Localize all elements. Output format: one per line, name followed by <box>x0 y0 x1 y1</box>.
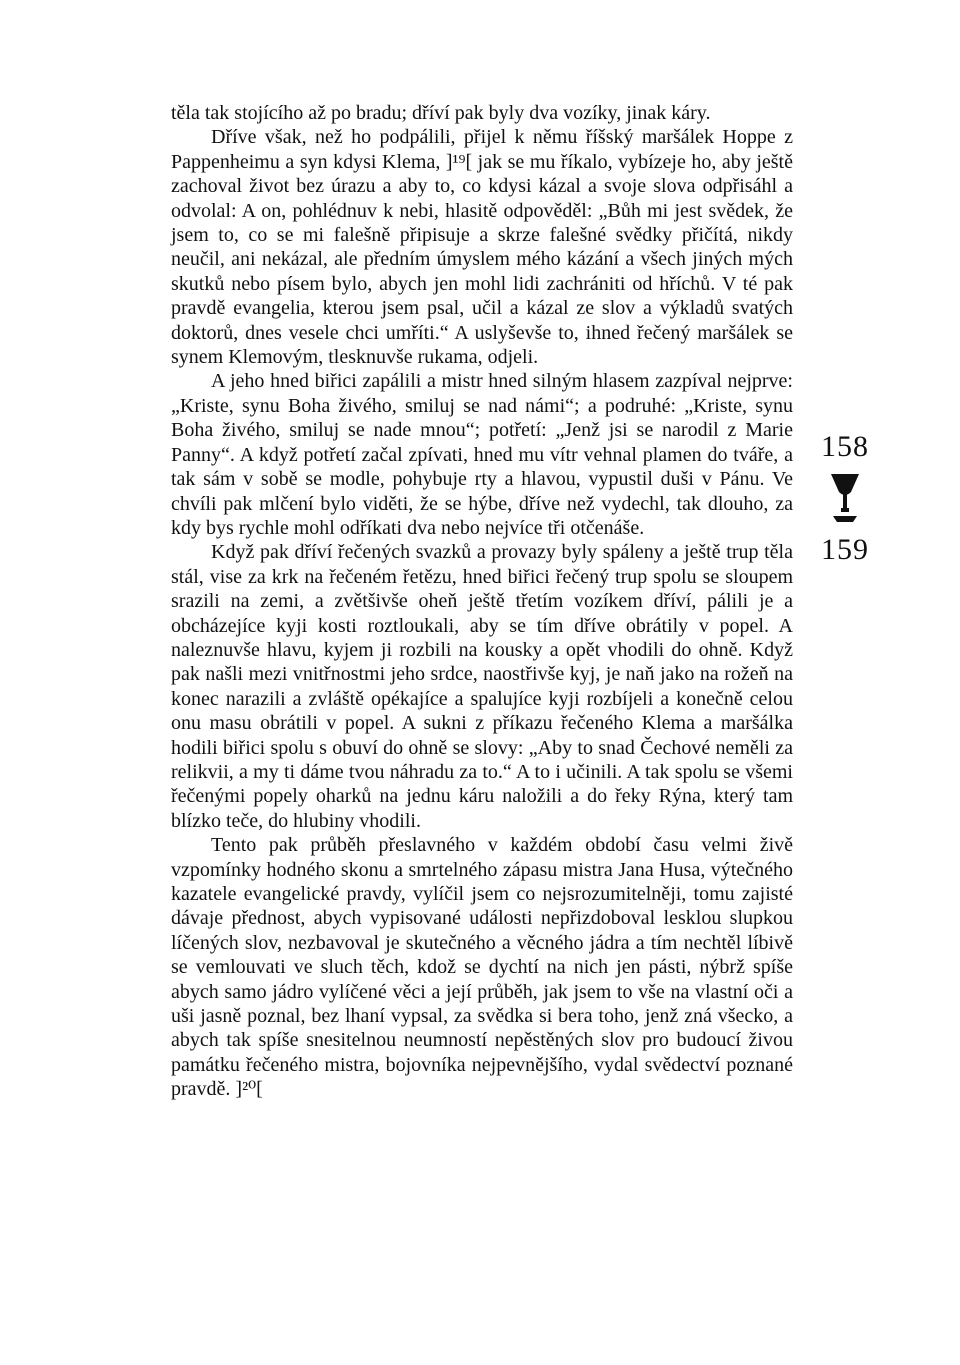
paragraph-3: A jeho hned biřici zapálili a mistr hned silným hlasem zazpíval nejprve: „Kriste, synu Boha živého, smiluj se nad námi“; a podruhé: „Kriste, synu Boha živého, smiluj se nade mnou“; potřetí: „Jenž jsi se narodil z Marie Panny“. A když potřetí začal zpívati, hned mu vítr vehnal plamen do tváře, a tak sám v sobě se modle, pohybuje rty a hlavou, vypustil duši v Pánu. Ve chvíli pak mlčení bylo viděti, že se hýbe, dříve než vydechl, tak dlouho, za kdy bys rychle mohl odříkati dva nebo nejvíce tři otčenáše. <box>171 370 793 539</box>
chalice-icon <box>825 470 865 530</box>
paragraph-2: Dříve však, než ho podpálili, přijel k němu říšský maršálek Hoppe z Pappenheimu a syn kdysi Klema, ]¹⁹[ jak se mu říkalo, vybízeje ho, aby ještě zachoval život bez úrazu a aby to, co kdysi kázal a svoje slova odpřisáhl a odvolal: A on, pohlédnuv k nebi, hlasitě odpověděl: „Bůh mi jest svědek, že jsem to, co se mi falešně připisuje a skrze falešné svědky přičítá, nikdy neučil, ani nekázal, ale předním úmyslem mého kázání a všech jiných mých skutků nebo písem bylo, abych jen mohl lidi zachrániti od hříchů. V té pak pravdě evangelia, kterou jsem psal, učil a kázal ze slov a výkladů svatých doktorů, dnes vesele chci umříti.“ A uslyševše to, ihned řečený maršálek se synem Klemovým, tlesknuvše rukama, odjeli. <box>171 126 793 369</box>
paragraph-5: Tento pak průběh přeslavného v každém období času velmi živě vzpomínky hodného skonu a smrtelného zápasu mistra Jana Husa, výtečného kazatele evangelické pravdy, vylíčil jsem co nejsrozumitelněji, tomu zajisté dávaje přednost, abych vypisované události nepřizdoboval lesklou slupkou líčených slov, nezbavoval je skutečného a věcného jádra a tím nechtěl líbivě se vemlouvati ve sluch těch, kdož se dychtí na nich jen pásti, nýbrž spíše abych samo jádro vylíčené věci a její průběh, jak jsem to vše na vlastní oči a uši jasně poznal, bez lhaní vypsal, za svědka si bera toho, jenž zná všecko, a abych tak spíše snesitelnou neumností nepěstěných slov pro budoucí živou památku řečeného mistra, bojovníka nejpevnějšího, vydal svědectví poznané pravdě. ]²⁰[ <box>171 834 793 1101</box>
page-number-bottom: 159 <box>821 533 869 566</box>
paragraph-1: těla tak stojícího až po bradu; dříví pak byly dva vozíky, jinak káry. <box>171 102 711 124</box>
page-number-top: 158 <box>821 430 869 463</box>
paragraph-4: Když pak dříví řečených svazků a provazy byly spáleny a ještě trup těla stál, vise za krk na řečeném řetězu, hned biřici řečený trup spolu se sloupem srazili na zemi, a zvětšivše oheň ještě třetím vozíkem dříví, pálili je a obcházejíce kyji kosti roztloukali, aby se tím dříve obrátily v popel. A naleznuvše hlavu, kyjem ji rozbili na kousky a opět vhodili do ohně. Když pak našli mezi vnitřnostmi jeho srdce, naostřivše kyj, je naň jako na rožeň na konec narazili a zvláště opékajíce a spalujíce kyji rozbíjeli a konečně celou onu masu obrátili v popel. A sukni z příkazu řečeného Klema a maršálka hodili biřici spolu s obuví do ohně se slovy: „Aby to snad Čechové neměli za relikvii, a my ti dáme tvou náhradu za to.“ A to i učinili. A tak spolu se všemi řečenými popely oharků na jednu káru naložili a do řeky Rýna, který tam blízko teče, do hlubiny vhodili. <box>171 541 793 832</box>
body-text <box>171 101 793 1102</box>
